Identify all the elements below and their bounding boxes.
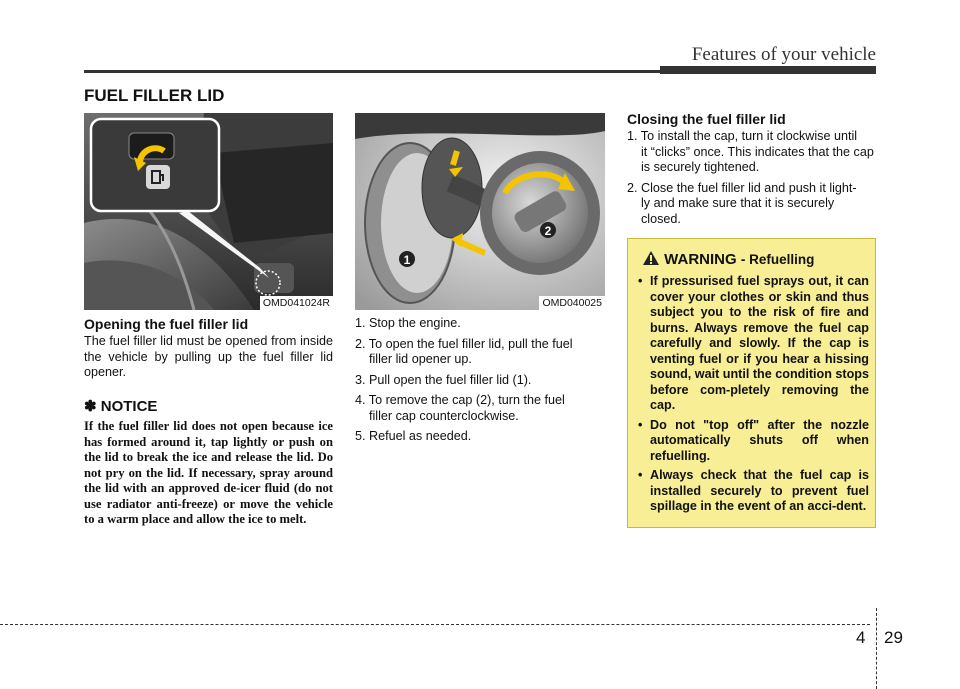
figure-code: OMD041024R [260,296,333,310]
warning-heading [642,250,814,268]
figure-fuel-lid [355,113,605,310]
list-item: 1. Stop the engine. [355,316,461,330]
interior-photo [84,113,333,310]
footer-rule [0,624,870,625]
chapter-number: 4 [856,628,866,647]
callout-1: 1 [403,253,411,267]
notice-title [84,397,157,415]
figure-code: OMD040025 [539,296,605,310]
footer-divider [876,608,877,689]
warning-box [627,238,876,528]
notice-symbol: ✽ [84,398,97,415]
closing-heading: Closing the fuel filler lid [627,111,786,127]
notice-label: NOTICE [100,398,158,415]
warning-list [636,274,869,519]
opening-text: The fuel filler lid must be opened from inside the vehicle by pulling up the fuel filler lid opener. [84,334,333,379]
warning-triangle-icon [642,250,660,266]
list-item: • If pressurised fuel sprays out, it can cover your clothes or skin and thus subject you to the risk of fire and burns. Always remove the fuel cap carefully and slowly. If the cap is venting fuel or if you hear a hissing sound, wait until the condition stops before com-pletely removing the cap. [636,274,869,414]
notice-text: If the fuel filler lid does not open because ice has formed around it, tap lightly or push on the lid to break the ice and release the lid. Do not pry on the lid. If necessary, spray around the lid with an approved de-icer fluid (do not use radiator anti-freeze) or move the vehicle to a warm place and allow the ice to melt. [84,419,333,526]
warning-topic: - Refuelling [740,252,815,267]
header-rule [84,70,662,73]
list-item: 1. To install the cap, turn it clockwise until it “clicks” once. This indicates that the cap is securely tightened. [627,129,874,174]
list-item: 5. Refuel as needed. [355,429,472,443]
section-title: FUEL FILLER LID [84,86,225,105]
running-header: Features of your vehicle [691,44,876,65]
figure-lid-opener [84,113,333,310]
callout-2: 2 [544,224,552,238]
list-item: • Do not "top off" after the nozzle automatically shuts off when refuelling. [636,418,869,465]
header-rule-accent [660,66,876,74]
list-item: 3. Pull open the fuel filler lid (1). [355,372,532,387]
list-item: 2. To open the fuel filler lid, pull the fuel filler lid opener up. [355,336,573,366]
list-item: 2. Close the fuel filler lid and push it light- ly and make sure that it is securely closed. [627,180,857,226]
opening-heading: Opening the fuel filler lid [84,316,249,332]
page-number: 29 [884,628,903,647]
list-item: 4. To remove the cap (2), turn the fuel filler cap counterclockwise. [355,393,565,423]
list-item: • Always check that the fuel cap is installed securely to prevent fuel spillage in the event of an acci-dent. [636,468,869,515]
opening-steps [355,316,605,450]
warning-label: WARNING [664,251,737,268]
fuel-lid-photo [355,113,605,310]
closing-steps [627,129,876,232]
